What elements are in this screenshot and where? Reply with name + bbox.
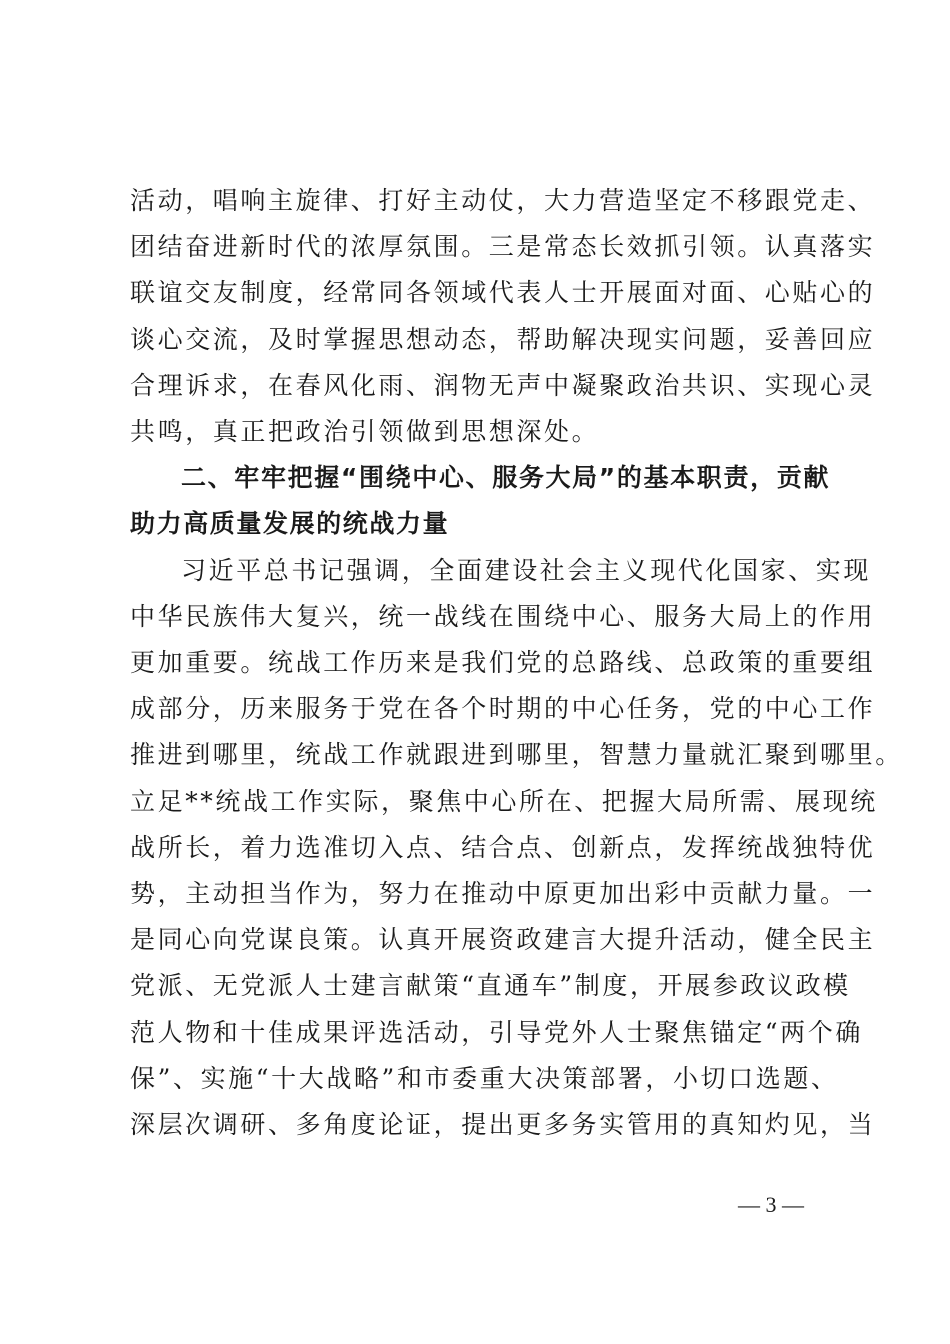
section-heading-line: 助力高质量发展的统战力量: [130, 509, 450, 538]
paragraph-line: 谈心交流，及时掌握思想动态，帮助解决现实问题，妥善回应: [130, 325, 876, 354]
paragraph-line: 活动，唱响主旋律、打好主动仗，大力营造坚定不移跟党走、: [130, 186, 876, 215]
paragraph-line: 战所长，着力选准切入点、结合点、创新点，发挥统战独特优: [130, 833, 876, 862]
paragraph-line: 势，主动担当作为，努力在推动中原更加出彩中贡献力量。一: [130, 879, 876, 908]
paragraph-line: 范人物和十佳成果评选活动，引导党外人士聚焦锚定“两个确: [130, 1018, 863, 1047]
paragraph-line: 成部分，历来服务于党在各个时期的中心任务，党的中心工作: [130, 694, 876, 723]
page-number: — 3 —: [738, 1192, 804, 1217]
paragraph-line: 共鸣，真正把政治引领做到思想深处。: [130, 417, 600, 446]
paragraph-line: 习近平总书记强调，全面建设社会主义现代化国家、实现: [181, 556, 872, 585]
paragraph-line: 深层次调研、多角度论证，提出更多务实管用的真知灼见，当: [130, 1110, 876, 1139]
paragraph-line: 联谊交友制度，经常同各领域代表人士开展面对面、心贴心的: [130, 278, 876, 307]
paragraph-line: 党派、无党派人士建言献策“直通车”制度，开展参政议政模: [130, 971, 851, 1000]
paragraph-line: 保”、实施“十大战略”和市委重大决策部署，小切口选题、: [130, 1064, 839, 1093]
paragraph-line: 中华民族伟大复兴，统一战线在围绕中心、服务大局上的作用: [130, 602, 876, 631]
paragraph-line: 更加重要。统战工作历来是我们党的总路线、总政策的重要组: [130, 648, 876, 677]
paragraph-line: 推进到哪里，统战工作就跟进到哪里，智慧力量就汇聚到哪里。: [130, 740, 903, 769]
section-heading-line: 二、牢牢把握“围绕中心、服务大局”的基本职责，贡献: [181, 463, 830, 492]
paragraph-line: 立足**统战工作实际，聚焦中心所在、把握大局所需、展现统: [130, 787, 878, 816]
paragraph-line: 合理诉求，在春风化雨、润物无声中凝聚政治共识、实现心灵: [130, 371, 876, 400]
paragraph-line: 是同心向党谋良策。认真开展资政建言大提升活动，健全民主: [130, 925, 876, 954]
paragraph-line: 团结奋进新时代的浓厚氛围。三是常态长效抓引领。认真落实: [130, 232, 876, 261]
